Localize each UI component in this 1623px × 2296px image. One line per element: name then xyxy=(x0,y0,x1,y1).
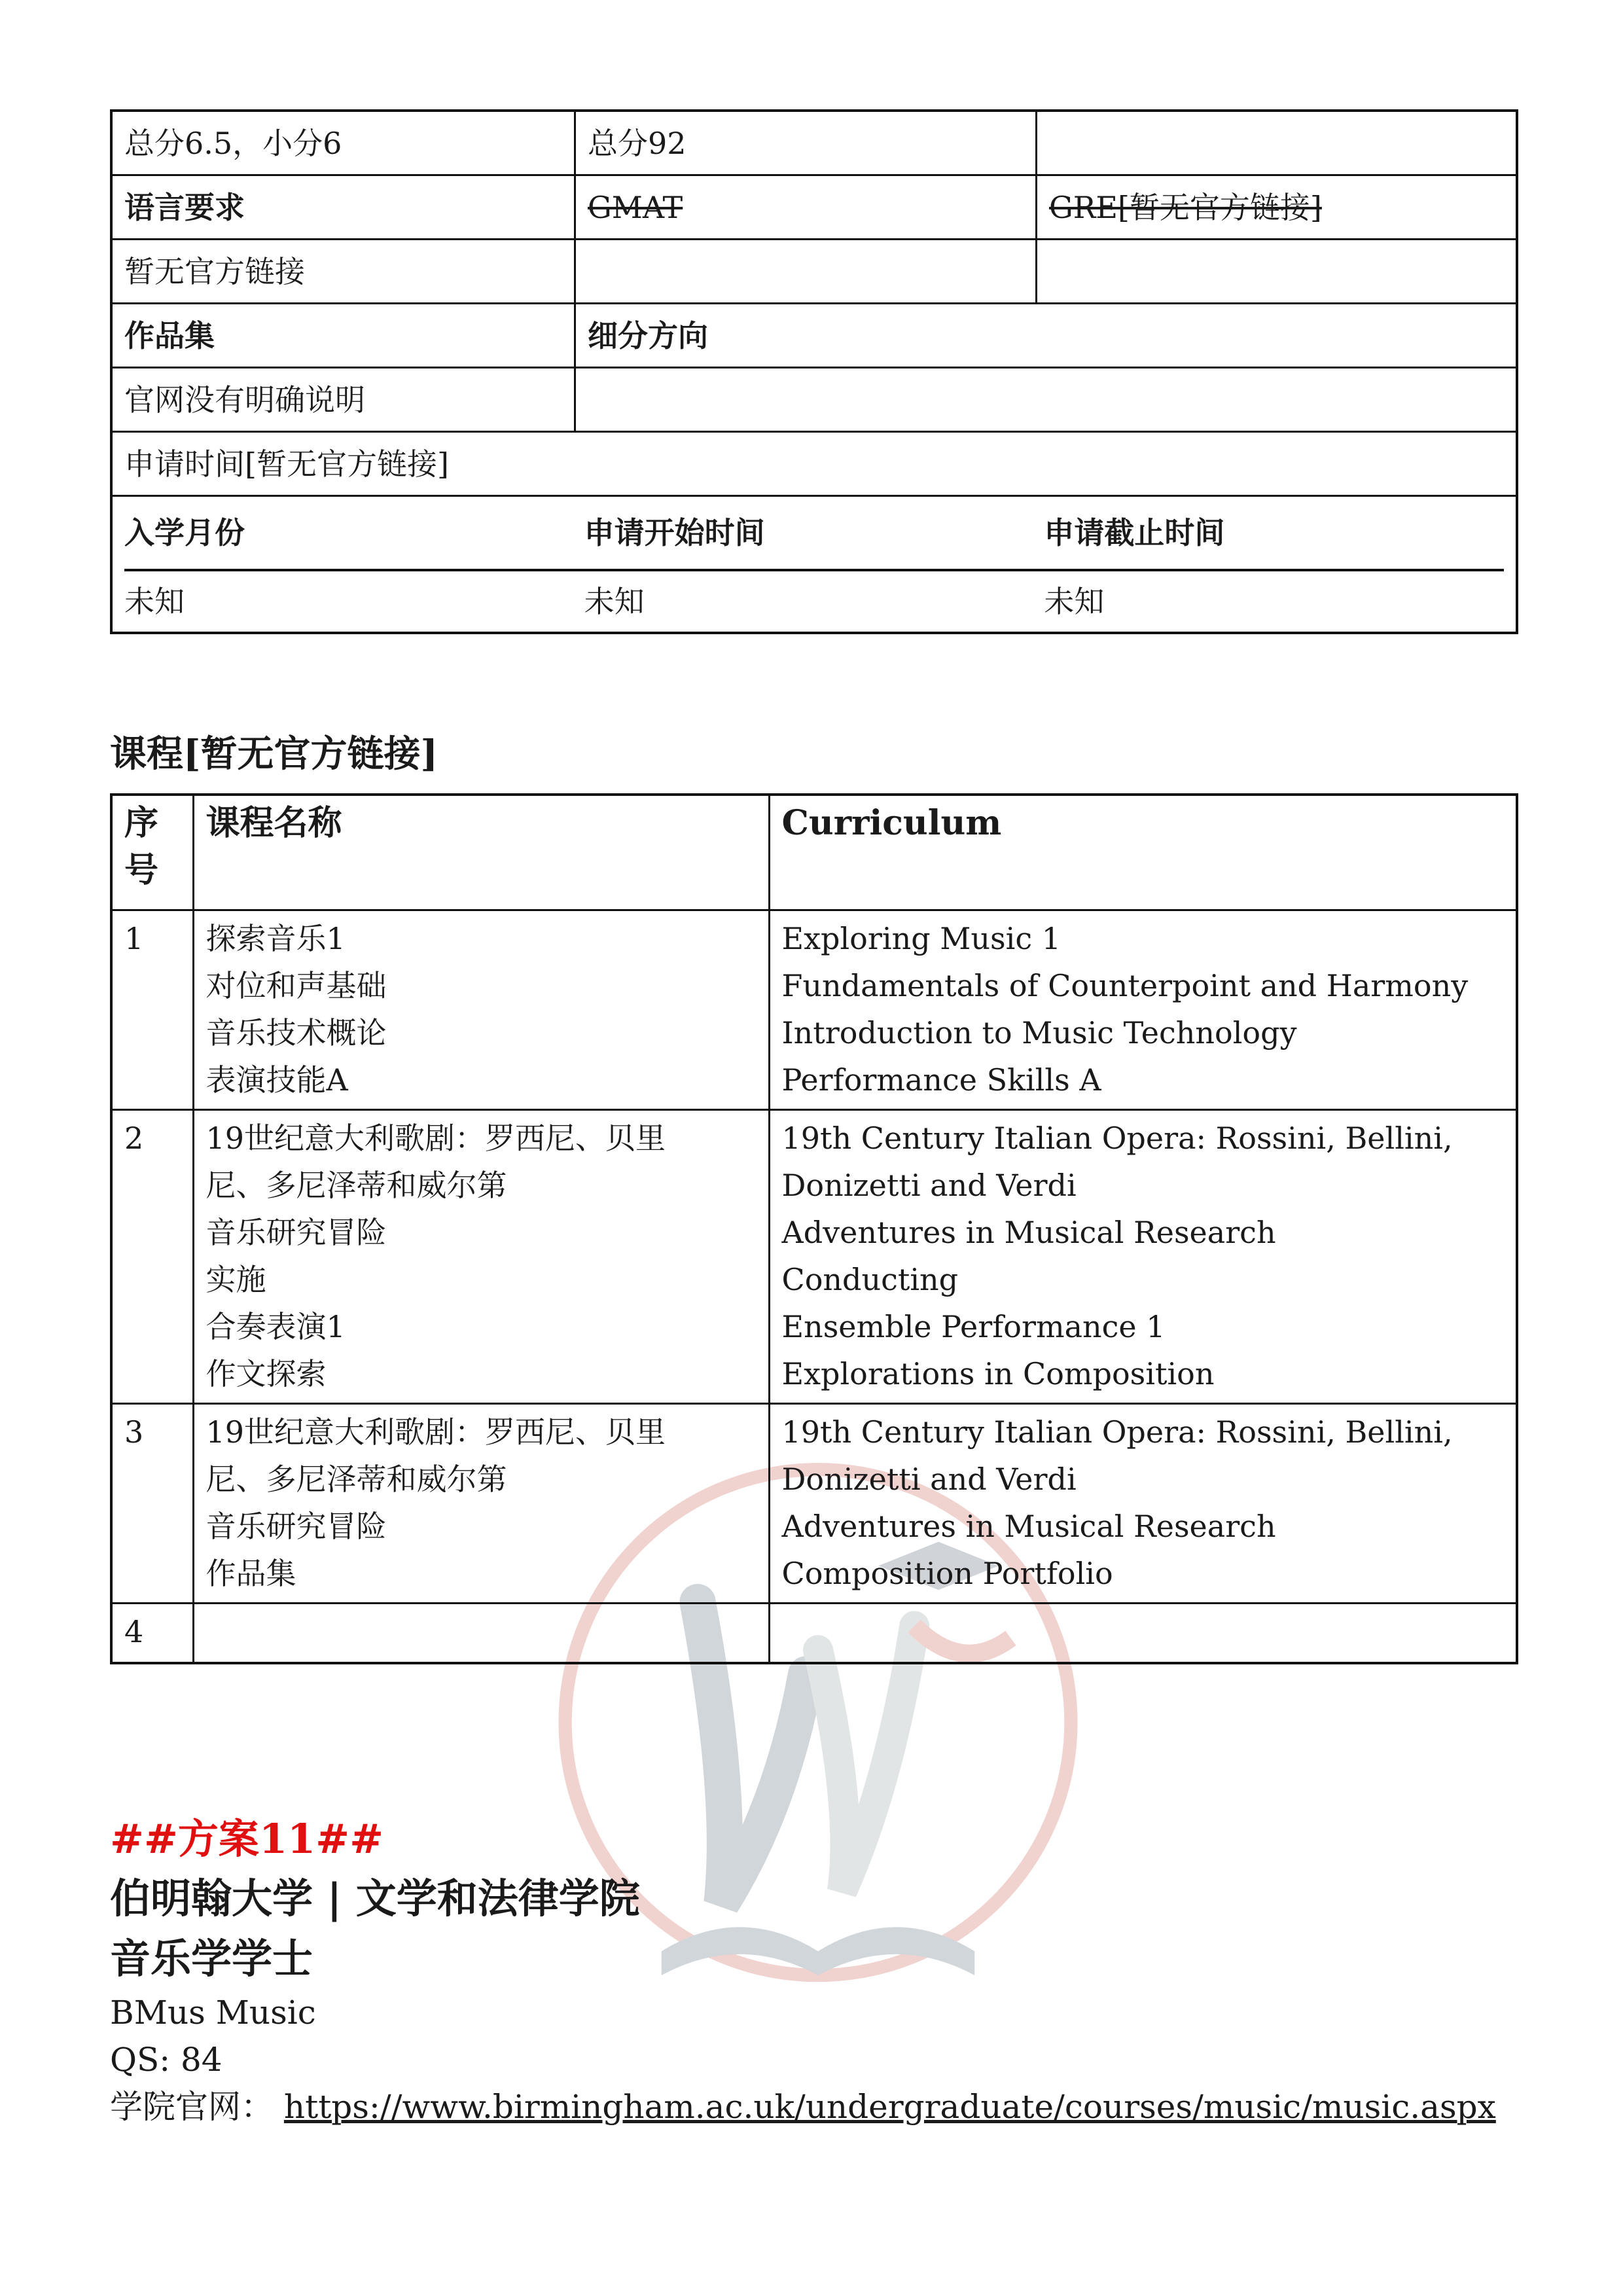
website-row xyxy=(110,2083,1496,2130)
row-number: 3 xyxy=(111,1403,193,1603)
intake-month-header: 入学月份 xyxy=(124,515,245,550)
course-names-zh xyxy=(193,1109,769,1403)
course-zh: 音乐研究冒险 xyxy=(205,1508,387,1544)
gmat-label: GMAT xyxy=(574,176,1035,238)
course-names-en xyxy=(769,1109,1517,1403)
course-en: Explorations in Composition xyxy=(781,1355,1215,1391)
num-header: 序号 xyxy=(111,795,193,910)
course-names-en xyxy=(769,1603,1517,1663)
degree-title-zh: 音乐学学士 xyxy=(110,1935,313,1982)
intake-month-value: 未知 xyxy=(124,584,185,619)
course-zh: 尼、多尼泽蒂和威尔第 xyxy=(205,1167,507,1203)
curriculum-row xyxy=(111,1603,1517,1663)
course-zh: 对位和声基础 xyxy=(205,967,387,1003)
website-label: 学院官网： xyxy=(110,2088,274,2126)
direction-value xyxy=(574,368,1516,431)
course-en: Fundamentals of Counterpoint and Harmony xyxy=(781,967,1469,1003)
website-link[interactable]: https://www.birmingham.ac.uk/undergraduate/courses/music/music.aspx xyxy=(283,2088,1496,2126)
degree-title-en: BMus Music xyxy=(110,1994,316,2032)
course-zh: 19世纪意大利歌剧：罗西尼、贝里 xyxy=(205,1120,666,1156)
ielts-score: 总分6.5，小分6 xyxy=(124,125,342,161)
curriculum-header: Curriculum xyxy=(769,795,1517,910)
course-zh: 实施 xyxy=(205,1261,266,1297)
university-faculty: 伯明翰大学 | 文学和法律学院 xyxy=(110,1874,640,1922)
course-zh: 音乐研究冒险 xyxy=(205,1214,387,1250)
gmat-value xyxy=(574,240,1035,302)
application-deadline-header: 申请截止时间 xyxy=(1044,515,1225,550)
course-zh: 音乐技术概论 xyxy=(205,1014,387,1050)
course-zh: 作品集 xyxy=(205,1555,296,1591)
course-name-header: 课程名称 xyxy=(193,795,769,910)
course-en: Adventures in Musical Research xyxy=(781,1508,1276,1544)
course-zh: 尼、多尼泽蒂和威尔第 xyxy=(205,1461,507,1497)
plan-tag: ##方案11## xyxy=(110,1815,384,1863)
curriculum-row xyxy=(111,910,1517,1109)
admission-table xyxy=(110,109,1518,634)
course-names-en xyxy=(769,910,1517,1109)
gre-label: GRE[暂无官方链接] xyxy=(1035,176,1516,238)
application-deadline-value: 未知 xyxy=(1044,584,1105,619)
course-section-title: 课程[暂无官方链接] xyxy=(110,732,438,776)
qs-ranking: QS: 84 xyxy=(110,2041,223,2079)
application-dates xyxy=(113,497,1516,632)
course-en: 19th Century Italian Opera: Rossini, Bellini, xyxy=(781,1414,1453,1450)
course-names-zh xyxy=(193,1603,769,1663)
course-names-zh xyxy=(193,1403,769,1603)
row-number: 4 xyxy=(111,1603,193,1663)
application-start-value: 未知 xyxy=(584,584,645,619)
empty-cell xyxy=(1035,112,1516,174)
course-names-en xyxy=(769,1403,1517,1603)
course-zh: 表演技能A xyxy=(205,1062,348,1098)
toefl-score: 总分92 xyxy=(574,112,1035,174)
application-start-header: 申请开始时间 xyxy=(584,515,765,550)
course-en: Donizetti and Verdi xyxy=(781,1167,1077,1203)
language-requirement-value: 暂无官方链接 xyxy=(124,253,305,289)
gre-value xyxy=(1035,240,1516,302)
course-zh: 作文探索 xyxy=(205,1355,327,1391)
course-en: Ensemble Performance 1 xyxy=(781,1308,1166,1344)
direction-label: 细分方向 xyxy=(574,304,1516,367)
row-number: 2 xyxy=(111,1109,193,1403)
program-info xyxy=(110,1810,1496,2130)
language-requirement-label: 语言要求 xyxy=(124,189,245,225)
portfolio-label: 作品集 xyxy=(124,317,215,353)
curriculum-table xyxy=(110,793,1518,1664)
course-en: 19th Century Italian Opera: Rossini, Bellini, xyxy=(781,1120,1453,1156)
course-zh: 合奏表演1 xyxy=(205,1308,346,1344)
course-en: Conducting xyxy=(781,1261,959,1297)
curriculum-row xyxy=(111,1403,1517,1603)
course-en: Exploring Music 1 xyxy=(781,920,1061,956)
course-zh: 19世纪意大利歌剧：罗西尼、贝里 xyxy=(205,1414,666,1450)
course-names-zh xyxy=(193,910,769,1109)
curriculum-row xyxy=(111,1109,1517,1403)
curriculum-header-row xyxy=(111,795,1517,910)
row-number: 1 xyxy=(111,910,193,1109)
application-time-label: 申请时间[暂无官方链接] xyxy=(124,446,449,482)
course-en: Performance Skills A xyxy=(781,1062,1101,1098)
portfolio-value: 官网没有明确说明 xyxy=(124,382,365,418)
course-en: Introduction to Music Technology xyxy=(781,1014,1297,1050)
course-en: Adventures in Musical Research xyxy=(781,1214,1276,1250)
course-en: Donizetti and Verdi xyxy=(781,1461,1077,1497)
course-en: Composition Portfolio xyxy=(781,1555,1113,1591)
course-zh: 探索音乐1 xyxy=(205,920,346,956)
